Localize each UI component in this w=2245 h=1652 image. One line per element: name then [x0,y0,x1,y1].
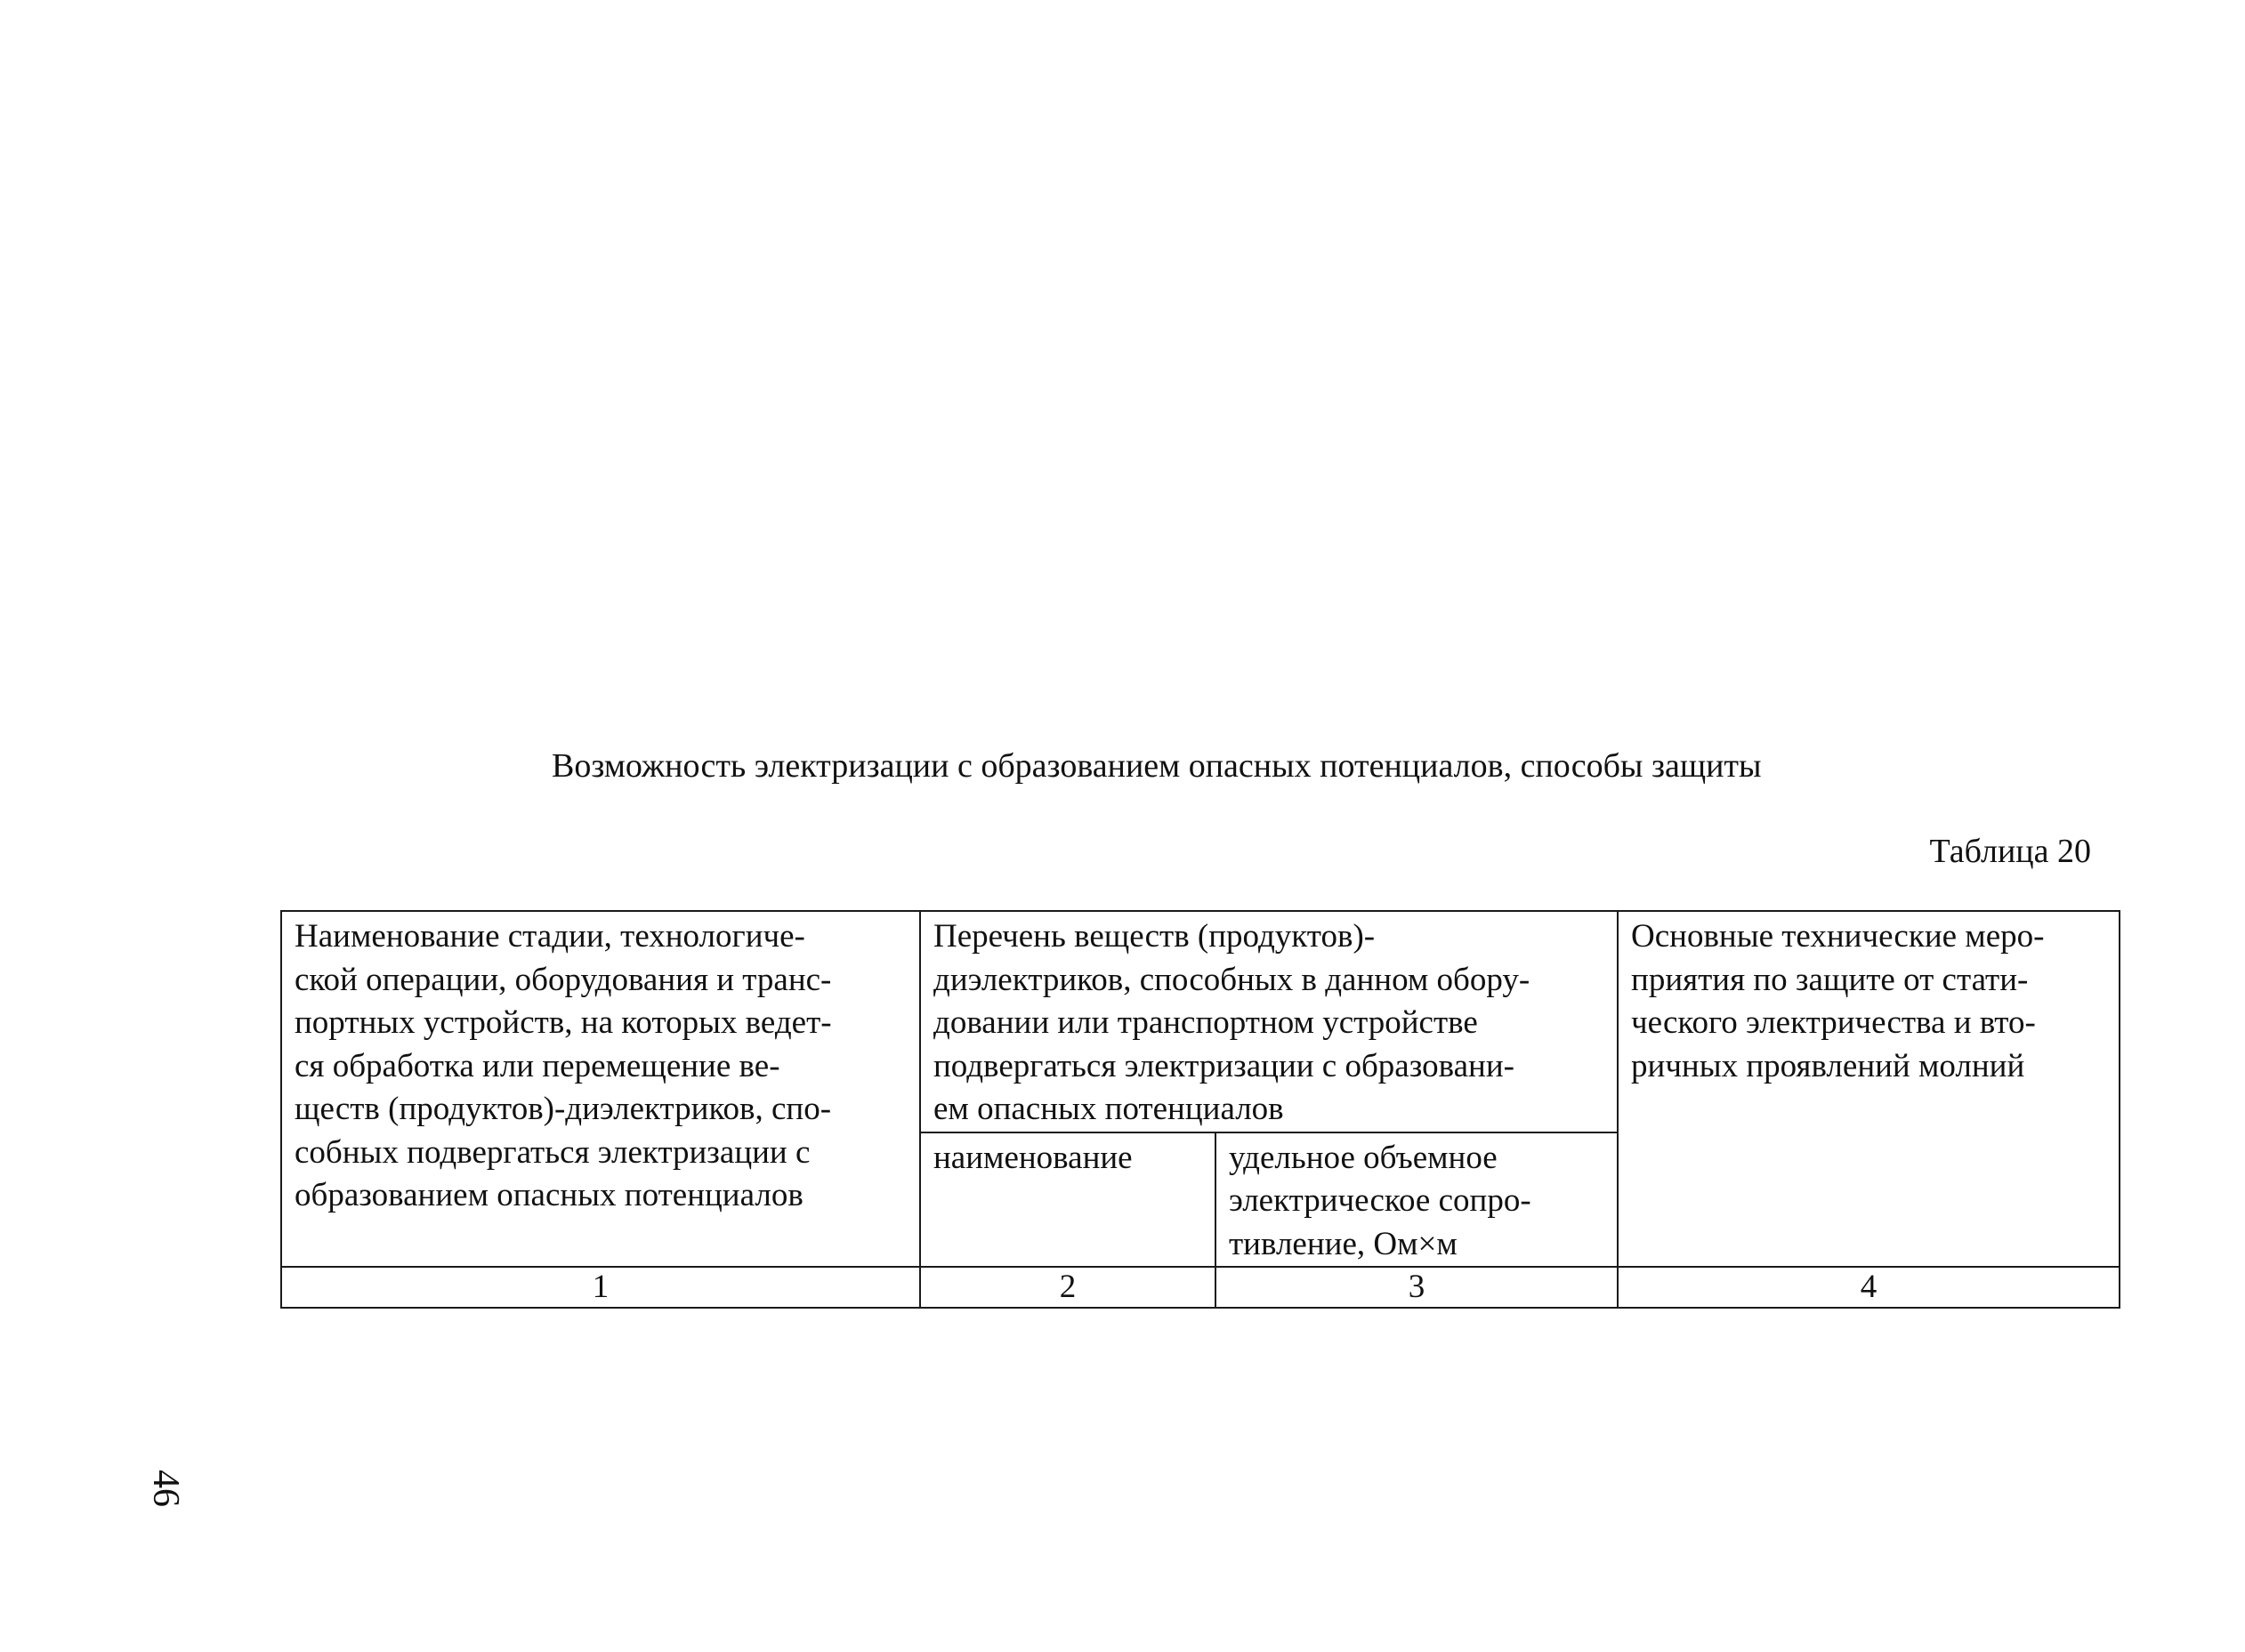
header-substances-group [920,911,1618,1132]
header-protection-measures [1618,911,2120,1267]
column-number-row [281,1267,2120,1308]
table-caption: Возможность электризации с образованием опасных потенциалов, способы защиты [552,747,1762,785]
header-stage-name-text: Наименование стадии, технологиче- ской операции, оборудования и транс- портных устройств, на которых ведет- ся обработка или перемещение ве- ществ (продуктов)-диэлектриков, спо- собных подвергаться электризации с образованием опасных потенциалов [295,918,832,1213]
table-number-label: Таблица 20 [1929,833,2091,870]
header-protection-measures-text: Основные технические меро- приятия по защите от стати- ческого электричества и вто- ричных проявлений молний [1631,918,2045,1084]
header-substance-name-text: наименование [933,1139,1133,1176]
header-resistivity [1215,1132,1618,1268]
header-substance-name [920,1132,1215,1268]
column-number-1: 1 [281,1267,920,1308]
electrization-table [280,910,2120,1309]
header-substances-group-text: Перечень веществ (продуктов)- диэлектриков, способных в данном обору- довании или транспортном устройстве подвергаться электризации с образовани- ем опасных потенциалов [933,918,1530,1127]
column-number-2: 2 [920,1267,1215,1308]
table-header-row [281,911,2120,1132]
column-number-4: 4 [1618,1267,2120,1308]
page-number: 46 [145,1470,186,1507]
header-stage-name [281,911,920,1267]
header-resistivity-text: удельное объемное электрическое сопро- тивление, Ом×м [1229,1139,1531,1262]
column-number-3: 3 [1215,1267,1618,1308]
